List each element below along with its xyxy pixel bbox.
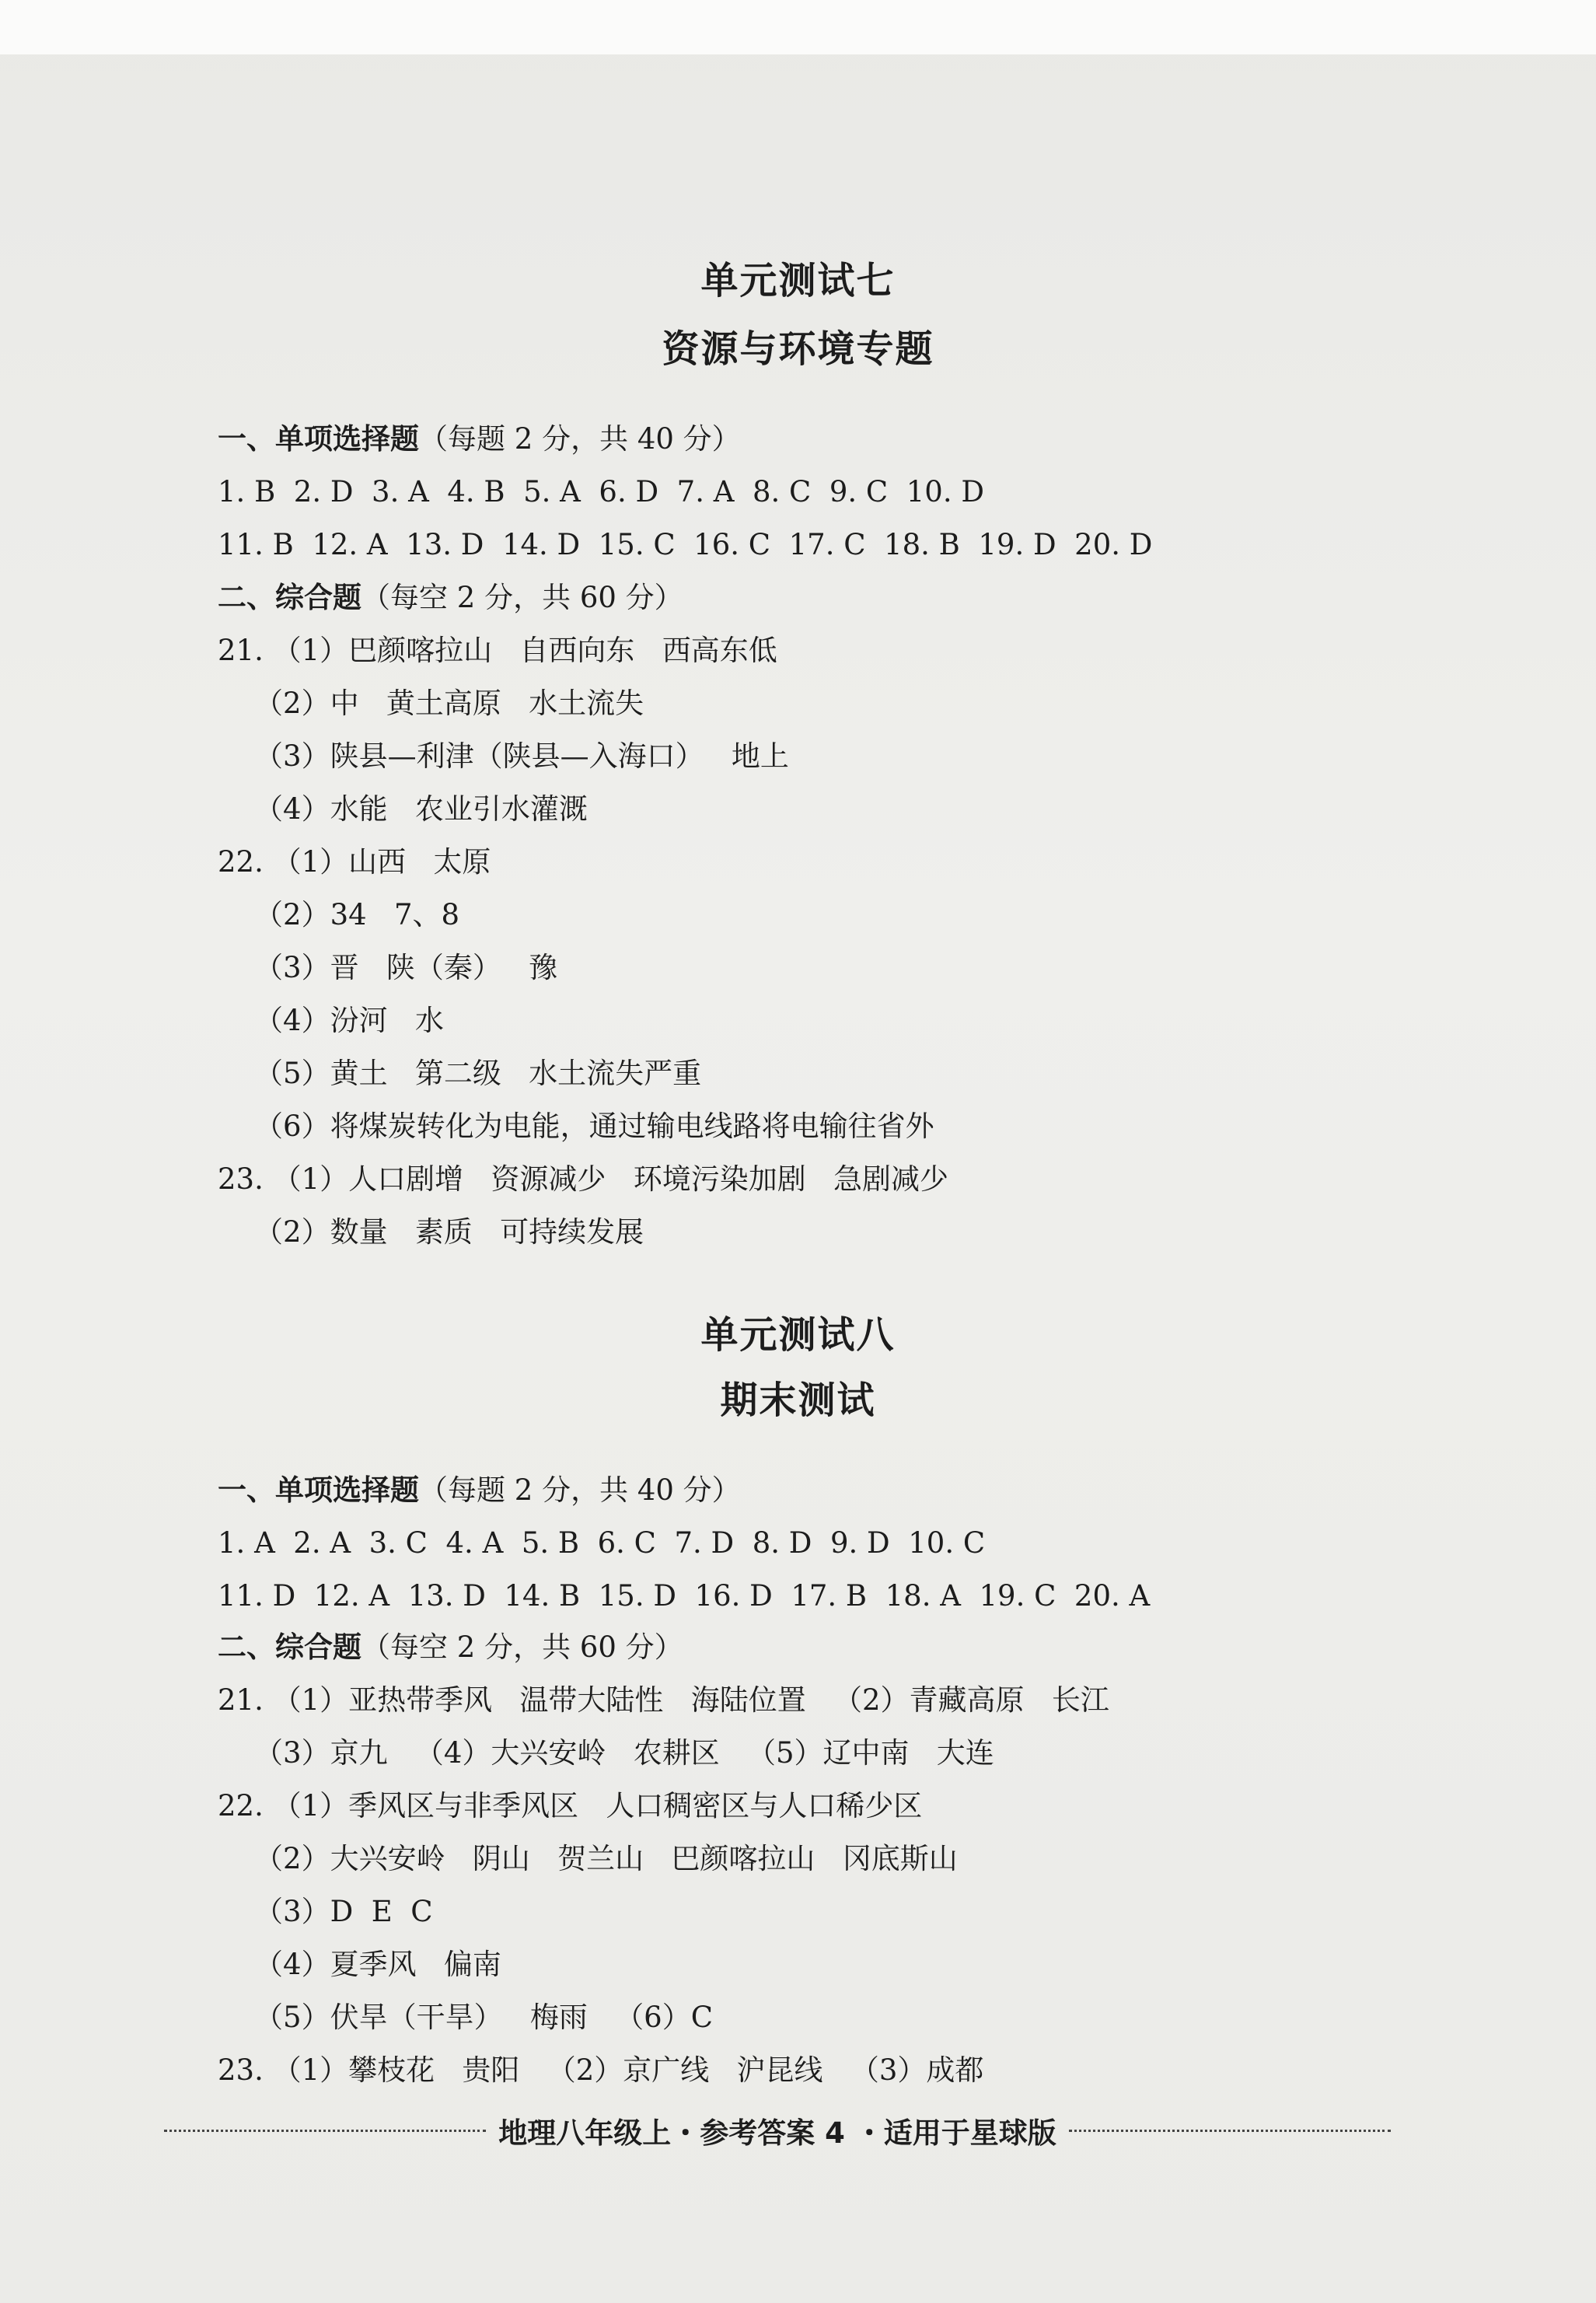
answer-line: （3）京九 （4）大兴安岭 农耕区 （5）辽中南 大连 (218, 1736, 994, 1770)
answer-line: （2）34 7、8 (218, 898, 460, 931)
answer-line: （2）中 黄土高原 水土流失 (218, 687, 644, 720)
part2-header: 二、综合题 (218, 1630, 361, 1664)
section7-choices-row2: 11. B 12. A 13. D 14. D 15. C 16. C 17. C 18. B 19. D 20. D (218, 528, 1153, 561)
answer-line: （3）晋 陕（秦） 豫 (218, 951, 558, 984)
answer-line: （4）水能 农业引水灌溉 (218, 792, 588, 826)
footer-text: 地理八年级上・参考答案 4 ・适用于星球版 (498, 2116, 1056, 2150)
answer-line: （4）夏季风 偏南 (218, 1948, 501, 1981)
answer-line: （5）伏旱（干旱） 梅雨 （6）C (218, 2001, 714, 2034)
section8-part2-heading (218, 1630, 683, 1664)
part1-note: （每题 2 分，共 40 分） (419, 422, 741, 456)
part1-header: 一、单项选择题 (218, 1473, 419, 1507)
section7-choices-row1: 1. B 2. D 3. A 4. B 5. A 6. D 7. A 8. C 9. C 10. D (218, 475, 985, 508)
answer-line: 23. （1）攀枝花 贵阳 （2）京广线 沪昆线 （3）成都 (218, 2053, 984, 2087)
section7-part1-heading (218, 422, 741, 456)
part1-note: （每题 2 分，共 40 分） (419, 1473, 741, 1507)
answer-line: （4）汾河 水 (218, 1004, 444, 1037)
footer-right-dots (1069, 2130, 1391, 2132)
section8-choices-row1: 1. A 2. A 3. C 4. A 5. B 6. C 7. D 8. D 9. D 10. C (218, 1526, 986, 1560)
answer-line: （2）大兴安岭 阴山 贺兰山 巴颜喀拉山 冈底斯山 (218, 1842, 958, 1875)
answer-line: （3）D E C (218, 1895, 433, 1928)
page-top-margin (0, 0, 1596, 54)
part2-note: （每空 2 分，共 60 分） (361, 581, 683, 614)
footer-left-dots (164, 2130, 486, 2132)
section7-subtitle: 资源与环境专题 (662, 327, 934, 371)
answer-line: 22. （1）季风区与非季风区 人口稠密区与人口稀少区 (218, 1789, 923, 1822)
section7-part2-heading (218, 583, 683, 612)
answer-line: 23. （1）人口剧增 资源减少 环境污染加剧 急剧减少 (218, 1162, 948, 1196)
section8-part1-heading (218, 1473, 741, 1507)
answer-line: （2）数量 素质 可持续发展 (218, 1215, 644, 1249)
section8-subtitle: 期末测试 (720, 1379, 876, 1422)
part2-header: 二、综合题 (218, 581, 361, 614)
answer-line: 21. （1）巴颜喀拉山 自西向东 西高东低 (218, 634, 777, 667)
answer-line: （6）将煤炭转化为电能，通过输电线路将电输往省外 (218, 1110, 934, 1143)
section8-choices-row2: 11. D 12. A 13. D 14. B 15. D 16. D 17. B 18. A 19. C 20. A (218, 1579, 1151, 1613)
answer-line: 22. （1）山西 太原 (218, 845, 491, 879)
section7-title: 单元测试七 (700, 259, 896, 302)
page-footer (152, 2107, 1403, 2154)
part2-note: （每空 2 分，共 60 分） (361, 1630, 683, 1664)
answer-line: （5）黄土 第二级 水土流失严重 (218, 1057, 702, 1090)
section8-title: 单元测试八 (700, 1313, 896, 1357)
answer-line: 21. （1）亚热带季风 温带大陆性 海陆位置 （2）青藏高原 长江 (218, 1683, 1109, 1717)
answer-line: （3）陕县—利津（陕县—入海口） 地上 (218, 739, 789, 773)
part1-header: 一、单项选择题 (218, 422, 419, 456)
